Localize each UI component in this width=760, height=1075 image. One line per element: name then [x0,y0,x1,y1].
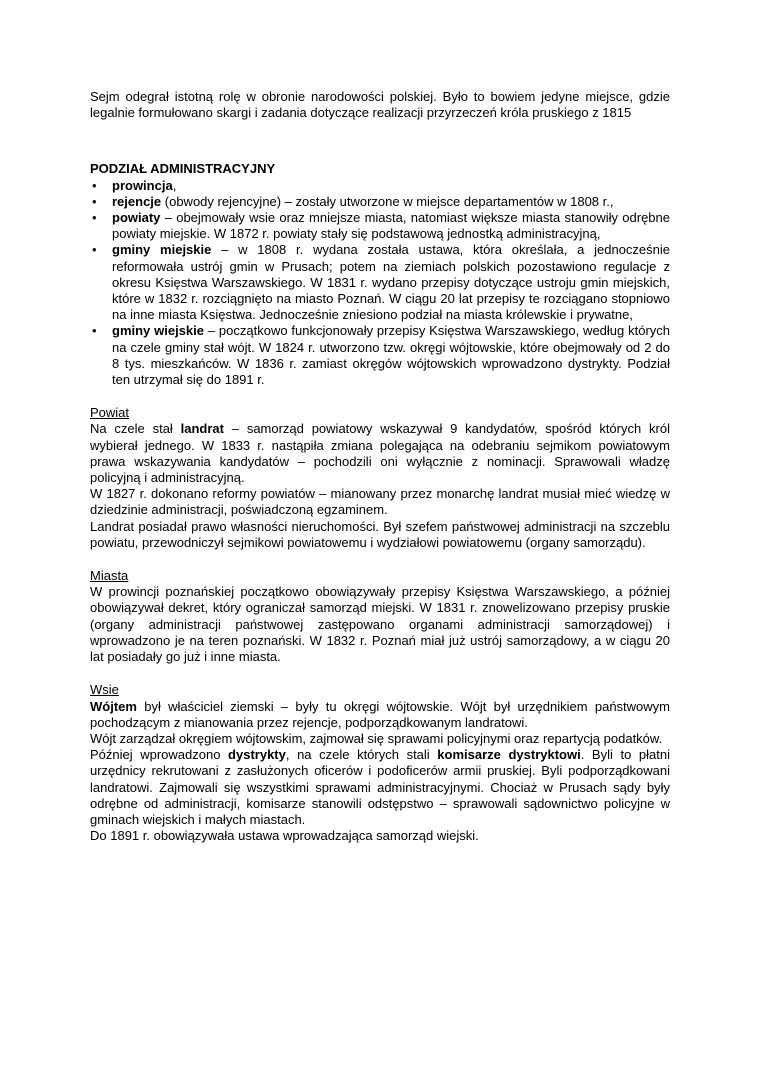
list-item-text: – obejmowały wsie oraz mniejsze miasta, natomiast większe miasta stanowiły odrębne powiaty miejskie. W 1872 r. powiaty stały się podstawową jednostką administracyjną, [112,210,670,242]
bold-term: dystrykty [228,747,286,763]
wsie-paragraph-3 [90,747,670,828]
list-item-term: prowincja [112,177,173,193]
wsie-paragraph-1 [90,699,670,731]
wsie-paragraph-2: Wójt zarządzał okręgiem wójtowskim, zajmował się sprawami policyjnymi oraz repartycją podatków. [90,730,663,746]
powiat-paragraph-1 [90,421,670,486]
list-item [90,178,670,194]
text-span: , na czele których stali [285,747,438,763]
text-span: Na czele stał [90,421,181,437]
text-span: – samorząd powiatowy wskazywał 9 kandydatów, spośród których król wybierał jednego. W 1833 r. nastąpiła zmiana polegająca na odebraniu sejmikom powiatowym prawa wskazywania kandydatów – pochodzili oni wyłącznie z nominacji. Sprawowali władzę policyjną i administracyjną. [90,421,670,486]
list-item-text: – początkowo funkcjonowały przepisy Księstwa Warszawskiego, według których na czele gminy stał wójt. W 1824 r. utworzono tzw. okręgi wójtowskie, które obejmowały od 2 do 8 tys. mieszkańców. W 1836 r. zamiast okręgów wójtowskich wprowadzono dystrykty. Podział ten utrzymał się do 1891 r. [112,323,670,388]
admin-heading: PODZIAŁ ADMINISTRACYJNY [90,161,276,177]
bold-term: Wójtem [90,698,137,714]
list-item [90,194,670,210]
list-item-text: (obwody rejencyjne) – zostały utworzone w miejsce departamentów w 1808 r., [161,193,614,209]
wsie-paragraph-4: Do 1891 r. obowiązywała ustawa wprowadzająca samorząd wiejski. [90,828,479,844]
miasta-paragraph-1: W prowincji poznańskiej początkowo obowiązywały przepisy Księstwa Warszawskiego, a później obowiązywał dekret, który ograniczał samorząd miejski. W 1831 r. znowelizowano przepisy pruskie (organy administracji państwowej zastępowano organami administracji samorządowej) i wprowadzono je na teren poznański. W 1832 r. Poznań miał już ustrój samorządowy, a w ciągu 20 lat posiadały go już i inne miasta. [90,584,670,665]
document-page [90,89,670,844]
intro-paragraph: Sejm odegrał istotną rolę w obronie narodowości polskiej. Było to bowiem jedyne miejsce, gdzie legalnie formułowano skargi i zadania dotyczące realizacji przyrzeczeń króla pruskiego z 1815 [90,89,670,121]
list-item-term: rejencje [112,193,162,209]
powiat-paragraph-2: W 1827 r. dokonano reformy powiatów – mianowany przez monarchę landrat musiał mieć wiedzę w dziedzinie administracji, poświadczoną egzaminem. [90,486,670,518]
list-item-text: , [172,177,177,193]
list-item [90,242,670,323]
list-item [90,210,670,242]
text-span: . Byli to płatni urzędnicy rekrutowani z zasłużonych oficerów i podoficerów armii pruskiej. Byli podporządkowani landratowi. Zajmowali się wszystkimi sprawami administracyjnymi. Chociaż w Prusach sądy były odrębne od administracji, komisarze stanowili odstępstwo – sprawowali sądownictwo policyjne w gminach wiejskich i małych miastach. [90,747,670,827]
text-span: Później wprowadzono [90,747,229,763]
text-span: był właściciel ziemski – były tu okręgi wójtowskie. Wójt był urzędnikiem państwowym pochodzącym z mianowania przez rejencje, podporządkowanym landratowi. [90,698,670,730]
section-title-wsie: Wsie [90,682,119,698]
section-title-miasta: Miasta [90,568,129,584]
powiat-paragraph-3: Landrat posiadał prawo własności nieruchomości. Był szefem państwowej administracji na szczeblu powiatu, przewodniczył sejmikowi powiatowemu i wydziałowi powiatowemu (organy samorządu). [90,518,670,550]
bold-term: landrat [180,421,224,437]
list-item-term: gminy wiejskie [112,323,204,339]
list-item-term: powiaty [112,210,161,226]
admin-list [90,178,670,389]
list-item [90,323,670,388]
bold-term: komisarze dystryktowi [437,747,581,763]
list-item-text: – w 1808 r. wydana została ustawa, która określała, a jednocześnie reformowała ustrój gmin w Prusach; potem na ziemiach polskich pozostawiono regulacje z okresu Księstwa Warszawskiego. W 1831 r. wydano przepisy dotyczące ustroju gmin miejskich, które w 1832 r. rozciągnięto na miasto Poznań. W ciągu 20 lat przepisy te rozciągano stopniowo na inne miasta Księstwa. Jednocześnie zniesiono podział na miasta królewskie i prywatne, [112,242,670,323]
section-title-powiat: Powiat [90,405,130,421]
list-item-term: gminy miejskie [112,242,212,258]
